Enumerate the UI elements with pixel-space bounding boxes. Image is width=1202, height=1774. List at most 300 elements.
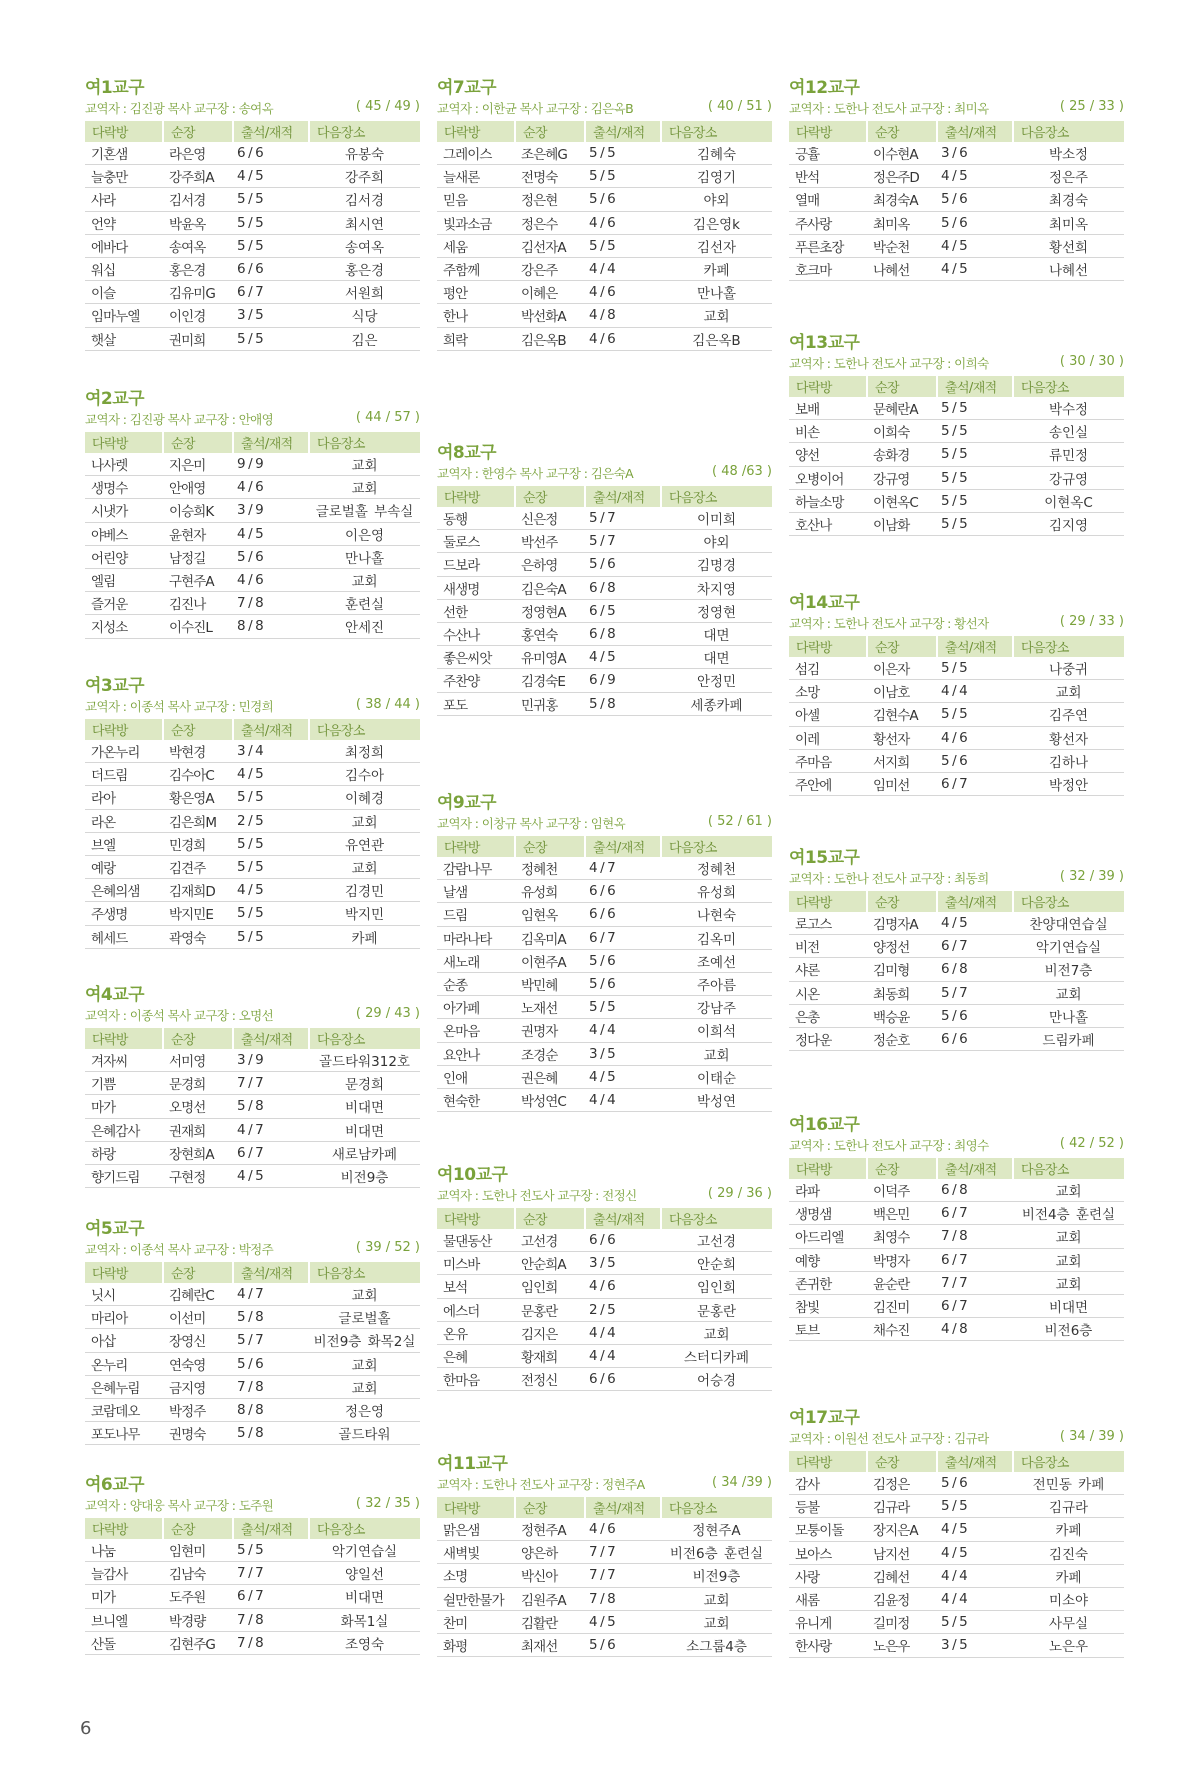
header-group: 다락방 [85, 1262, 163, 1283]
cell-next-place: 안세진 [309, 615, 420, 638]
cell-leader: 김활란 [515, 1610, 585, 1633]
cell-attendance: 6 / 7 [585, 926, 661, 949]
cell-attendance: 4 / 4 [585, 1321, 661, 1344]
cell-next-place: 유봉숙 [309, 142, 420, 165]
cell-next-place: 글로벌홀 부속실 [309, 499, 420, 522]
cell-next-place: 악기연습실 [1013, 935, 1124, 958]
cell-group: 마리아 [85, 1306, 163, 1329]
table-row [85, 1072, 420, 1095]
section-subtitle [85, 410, 420, 430]
cell-leader: 박순천 [867, 234, 937, 257]
cell-group: 아가페 [437, 996, 515, 1019]
section-count: ( 34 / 39 ) [1059, 1429, 1124, 1444]
cell-leader: 김수아C [163, 763, 233, 786]
cell-attendance: 6 / 6 [585, 903, 661, 926]
section-staff: 교역자 : 김진광 목사 교구장 : 안애영 [85, 412, 274, 427]
cell-group: 브니엘 [85, 1608, 163, 1631]
cell-group: 오병이어 [789, 466, 867, 489]
cell-group: 존귀한 [789, 1271, 867, 1294]
table-row [789, 188, 1124, 211]
cell-leader: 강은주 [515, 257, 585, 280]
cell-attendance: 5 / 5 [233, 832, 309, 855]
cell-attendance: 5 / 5 [233, 855, 309, 878]
cell-group: 순종 [437, 972, 515, 995]
table-row [437, 857, 772, 880]
table-row [437, 1088, 772, 1111]
header-attendance: 출석/재적 [233, 1518, 309, 1539]
cell-next-place: 교회 [661, 1610, 772, 1633]
cell-next-place: 조예선 [661, 949, 772, 972]
header-attendance: 출석/재적 [937, 121, 1013, 142]
cell-attendance: 5 / 7 [233, 1329, 309, 1352]
table-row [789, 1202, 1124, 1225]
cell-group: 나눔 [85, 1539, 163, 1562]
section-subtitle [437, 464, 772, 484]
cell-next-place: 교회 [661, 304, 772, 327]
section-table [85, 719, 420, 949]
cell-group: 감람나무 [437, 857, 515, 880]
cell-leader: 임현미 [163, 1539, 233, 1562]
cell-group: 현숙한 [437, 1088, 515, 1111]
table-row [85, 327, 420, 350]
cell-leader: 고선경 [515, 1229, 585, 1252]
cell-leader: 서지희 [867, 749, 937, 772]
table-row [789, 1634, 1124, 1657]
cell-attendance: 4 / 5 [233, 763, 309, 786]
cell-group: 미스바 [437, 1252, 515, 1275]
section-table [789, 121, 1124, 281]
cell-group: 온누리 [85, 1352, 163, 1375]
cell-leader: 김혜선 [867, 1564, 937, 1587]
table-row [789, 420, 1124, 443]
cell-group: 샤론 [789, 958, 867, 981]
cell-leader: 남지선 [867, 1541, 937, 1564]
header-group: 다락방 [789, 376, 867, 397]
header-leader: 순장 [515, 836, 585, 857]
section-title: 여8교구 [437, 443, 497, 463]
table-row [437, 1518, 772, 1541]
cell-attendance: 5 / 8 [233, 1422, 309, 1445]
cell-leader: 정혜천 [515, 857, 585, 880]
section-table [437, 121, 772, 351]
cell-attendance: 2 / 5 [585, 1298, 661, 1321]
header-leader: 순장 [163, 1518, 233, 1539]
cell-attendance: 4 / 7 [233, 1118, 309, 1141]
header-leader: 순장 [515, 486, 585, 507]
cell-leader: 서미영 [163, 1049, 233, 1072]
section-subtitle [437, 99, 772, 119]
table-row [437, 1564, 772, 1587]
table-row [437, 165, 772, 188]
cell-attendance: 5 / 5 [585, 996, 661, 1019]
cell-group: 늘감사 [85, 1562, 163, 1585]
cell-leader: 박선주 [515, 530, 585, 553]
table-row [85, 568, 420, 591]
section-subtitle [85, 1496, 420, 1516]
cell-leader: 이승희K [163, 499, 233, 522]
cell-attendance: 5 / 5 [937, 1611, 1013, 1634]
cell-attendance: 4 / 5 [585, 1610, 661, 1633]
cell-leader: 이희숙 [867, 420, 937, 443]
cell-leader: 민경희 [163, 832, 233, 855]
cell-leader: 김유미G [163, 281, 233, 304]
table-row [85, 476, 420, 499]
cell-leader: 노재선 [515, 996, 585, 1019]
section-subtitle [789, 1429, 1124, 1449]
cell-leader: 백승윤 [867, 1004, 937, 1027]
cell-leader: 길미정 [867, 1611, 937, 1634]
table-row [789, 1472, 1124, 1495]
cell-leader: 구현정 [163, 1164, 233, 1187]
cell-leader: 김옥미A [515, 926, 585, 949]
cell-group: 시온 [789, 981, 867, 1004]
cell-next-place: 황선희 [1013, 234, 1124, 257]
cell-group: 반석 [789, 165, 867, 188]
cell-next-place: 김선자 [661, 234, 772, 257]
cell-attendance: 6 / 7 [937, 1248, 1013, 1271]
cell-leader: 김윤정 [867, 1587, 937, 1610]
cell-attendance: 5 / 6 [585, 553, 661, 576]
cell-leader: 이혜은 [515, 281, 585, 304]
cell-attendance: 4 / 6 [585, 1518, 661, 1541]
cell-group: 은혜 [437, 1344, 515, 1367]
cell-next-place: 카페 [661, 257, 772, 280]
cell-attendance: 4 / 4 [585, 1019, 661, 1042]
table-row [437, 1298, 772, 1321]
cell-group: 새롬 [789, 1587, 867, 1610]
header-leader: 순장 [867, 376, 937, 397]
cell-leader: 김규라 [867, 1495, 937, 1518]
section-staff: 교역자 : 이종석 목사 교구장 : 박정주 [85, 1242, 274, 1257]
cell-leader: 지은미 [163, 453, 233, 476]
cell-leader: 김지은 [515, 1321, 585, 1344]
cell-group: 하랑 [85, 1141, 163, 1164]
table-row [789, 657, 1124, 680]
section-count: ( 25 / 33 ) [1059, 99, 1124, 114]
table-row [789, 703, 1124, 726]
cell-group: 늘새론 [437, 165, 515, 188]
header-group: 다락방 [789, 1451, 867, 1472]
cell-leader: 박현경 [163, 740, 233, 763]
cell-leader: 금지영 [163, 1375, 233, 1398]
header-attendance: 출석/재적 [585, 1497, 661, 1518]
header-next-place: 다음장소 [1013, 1158, 1124, 1179]
section-staff: 교역자 : 도한나 전도사 교구장 : 황선자 [789, 616, 989, 631]
cell-leader: 임현옥 [515, 903, 585, 926]
cell-group: 마가 [85, 1095, 163, 1118]
cell-leader: 김현수A [867, 703, 937, 726]
table-row [437, 188, 772, 211]
cell-attendance: 7 / 7 [233, 1072, 309, 1095]
cell-group: 참빛 [789, 1294, 867, 1317]
cell-attendance: 5 / 6 [937, 211, 1013, 234]
table-row [789, 1564, 1124, 1587]
cell-group: 그레이스 [437, 142, 515, 165]
cell-leader: 최동희 [867, 981, 937, 1004]
header-next-place: 다음장소 [309, 719, 420, 740]
cell-group: 야베스 [85, 522, 163, 545]
cell-attendance: 4 / 6 [585, 327, 661, 350]
table-row [85, 1422, 420, 1445]
cell-attendance: 5 / 5 [233, 902, 309, 925]
cell-next-place: 강주희 [309, 165, 420, 188]
cell-leader: 김서경 [163, 188, 233, 211]
cell-leader: 김진나 [163, 592, 233, 615]
section-title: 여16교구 [789, 1115, 860, 1135]
section-subtitle [789, 354, 1124, 374]
section-table [789, 1451, 1124, 1658]
cell-next-place: 골드타워 [309, 1422, 420, 1445]
cell-leader: 권은혜 [515, 1065, 585, 1088]
table-row [789, 234, 1124, 257]
table-row [85, 1352, 420, 1375]
table-row [437, 996, 772, 1019]
table-row [437, 1368, 772, 1391]
cell-attendance: 7 / 8 [937, 1225, 1013, 1248]
cell-group: 온유 [437, 1321, 515, 1344]
table-row [85, 499, 420, 522]
cell-attendance: 5 / 5 [937, 657, 1013, 680]
cell-next-place: 김명경 [661, 553, 772, 576]
section-table [85, 121, 420, 351]
section-subtitle [789, 614, 1124, 634]
cell-leader: 박민혜 [515, 972, 585, 995]
cell-next-place: 비전9층 [309, 1164, 420, 1187]
table-row [85, 1095, 420, 1118]
cell-group: 아셀 [789, 703, 867, 726]
table-row [789, 1027, 1124, 1050]
header-next-place: 다음장소 [309, 1262, 420, 1283]
cell-group: 양선 [789, 443, 867, 466]
section-count: ( 32 / 39 ) [1059, 869, 1124, 884]
cell-leader: 박정주 [163, 1398, 233, 1421]
section-table [85, 1028, 420, 1188]
cell-group: 생명수 [85, 476, 163, 499]
header-group: 다락방 [85, 121, 163, 142]
cell-leader: 박경량 [163, 1608, 233, 1631]
cell-attendance: 5 / 6 [585, 949, 661, 972]
cell-attendance: 4 / 6 [233, 476, 309, 499]
cell-group: 겨자씨 [85, 1049, 163, 1072]
cell-attendance: 4 / 5 [233, 1164, 309, 1187]
cell-leader: 구현주A [163, 568, 233, 591]
cell-group: 주안에 [789, 772, 867, 795]
header-leader: 순장 [163, 719, 233, 740]
cell-group: 하늘소망 [789, 489, 867, 512]
cell-leader: 정영현A [515, 599, 585, 622]
header-attendance: 출석/재적 [937, 376, 1013, 397]
cell-attendance: 5 / 8 [233, 1095, 309, 1118]
header-next-place: 다음장소 [1013, 1451, 1124, 1472]
cell-group: 코람데오 [85, 1398, 163, 1421]
cell-leader: 유성희 [515, 880, 585, 903]
cell-attendance: 5 / 6 [937, 1004, 1013, 1027]
cell-next-place: 주아름 [661, 972, 772, 995]
cell-leader: 곽영숙 [163, 925, 233, 948]
cell-leader: 윤순란 [867, 1271, 937, 1294]
table-row [789, 1004, 1124, 1027]
cell-attendance: 5 / 5 [233, 211, 309, 234]
header-group: 다락방 [437, 121, 515, 142]
header-next-place: 다음장소 [309, 1028, 420, 1049]
table-row [437, 553, 772, 576]
section-staff: 교역자 : 이원선 전도사 교구장 : 김규라 [789, 1431, 989, 1446]
table-row [437, 234, 772, 257]
cell-leader: 정순호 [867, 1027, 937, 1050]
cell-attendance: 5 / 6 [585, 1633, 661, 1656]
section-title: 여1교구 [85, 78, 145, 98]
table-header-row [85, 121, 420, 142]
table-row [85, 257, 420, 280]
cell-attendance: 7 / 8 [233, 1375, 309, 1398]
cell-leader: 채수진 [867, 1318, 937, 1341]
section-subtitle [85, 697, 420, 717]
section-table [437, 1497, 772, 1657]
cell-attendance: 6 / 8 [937, 1179, 1013, 1202]
table-row [437, 1065, 772, 1088]
cell-next-place: 최미옥 [1013, 211, 1124, 234]
cell-attendance: 8 / 8 [233, 615, 309, 638]
table-row [85, 1141, 420, 1164]
table-row [437, 507, 772, 530]
section-table [437, 1208, 772, 1391]
cell-leader: 이남호 [867, 680, 937, 703]
section-subtitle [437, 1186, 772, 1206]
cell-next-place: 박수정 [1013, 397, 1124, 420]
cell-group: 가온누리 [85, 740, 163, 763]
cell-leader: 김재희D [163, 879, 233, 902]
cell-attendance: 5 / 6 [585, 188, 661, 211]
cell-attendance: 4 / 8 [937, 1318, 1013, 1341]
table-row [85, 1283, 420, 1306]
table-header-row [789, 636, 1124, 657]
cell-leader: 장현희A [163, 1141, 233, 1164]
table-row [437, 1587, 772, 1610]
table-row [789, 1294, 1124, 1317]
cell-next-place: 나중귀 [1013, 657, 1124, 680]
cell-next-place: 교회 [309, 476, 420, 499]
table-row [85, 740, 420, 763]
table-row [789, 466, 1124, 489]
table-row [437, 972, 772, 995]
header-next-place: 다음장소 [1013, 376, 1124, 397]
cell-attendance: 5 / 6 [233, 545, 309, 568]
cell-leader: 이현옥C [867, 489, 937, 512]
header-attendance: 출석/재적 [937, 891, 1013, 912]
cell-attendance: 4 / 4 [937, 1587, 1013, 1610]
cell-attendance: 6 / 8 [937, 958, 1013, 981]
cell-next-place: 전민동 카페 [1013, 1472, 1124, 1495]
cell-attendance: 3 / 6 [937, 142, 1013, 165]
cell-next-place: 홍은경 [309, 257, 420, 280]
cell-next-place: 문경희 [309, 1072, 420, 1095]
cell-next-place: 고선경 [661, 1229, 772, 1252]
header-next-place: 다음장소 [309, 121, 420, 142]
cell-next-place: 교회 [1013, 1225, 1124, 1248]
cell-attendance: 4 / 5 [233, 522, 309, 545]
cell-attendance: 4 / 6 [585, 211, 661, 234]
cell-group: 맑은샘 [437, 1518, 515, 1541]
table-row [85, 1329, 420, 1352]
table-row [85, 142, 420, 165]
table-row [789, 1271, 1124, 1294]
section-title: 여13교구 [789, 333, 860, 353]
cell-next-place: 비전4층 훈련실 [1013, 1202, 1124, 1225]
cell-leader: 연숙영 [163, 1352, 233, 1375]
cell-group: 주사랑 [789, 211, 867, 234]
cell-next-place: 교회 [309, 1352, 420, 1375]
cell-next-place: 김주연 [1013, 703, 1124, 726]
header-attendance: 출석/재적 [585, 121, 661, 142]
cell-group: 나사렛 [85, 453, 163, 476]
table-row [789, 397, 1124, 420]
cell-group: 유니게 [789, 1611, 867, 1634]
cell-leader: 이수현A [867, 142, 937, 165]
cell-group: 비전 [789, 935, 867, 958]
cell-next-place: 황선자 [1013, 726, 1124, 749]
cell-group: 은혜의샘 [85, 879, 163, 902]
cell-leader: 최경숙A [867, 188, 937, 211]
cell-leader: 박선화A [515, 304, 585, 327]
table-row [85, 879, 420, 902]
table-header-row [789, 1158, 1124, 1179]
cell-next-place: 송인실 [1013, 420, 1124, 443]
cell-leader: 박윤옥 [163, 211, 233, 234]
section-title: 여2교구 [85, 389, 145, 409]
header-leader: 순장 [163, 1262, 233, 1283]
cell-next-place: 미소야 [1013, 1587, 1124, 1610]
table-row [85, 1164, 420, 1187]
cell-next-place: 박소정 [1013, 142, 1124, 165]
cell-next-place: 정혜천 [661, 857, 772, 880]
cell-leader: 김정은 [867, 1472, 937, 1495]
table-row [437, 926, 772, 949]
cell-group: 아드리엘 [789, 1225, 867, 1248]
cell-next-place: 김은옥B [661, 327, 772, 350]
cell-leader: 김선자A [515, 234, 585, 257]
cell-attendance: 3 / 4 [233, 740, 309, 763]
header-group: 다락방 [85, 432, 163, 453]
section-table [437, 486, 772, 716]
table-row [789, 1541, 1124, 1564]
cell-next-place: 카페 [1013, 1518, 1124, 1541]
cell-group: 은혜감사 [85, 1118, 163, 1141]
cell-attendance: 5 / 5 [937, 1495, 1013, 1518]
table-row [85, 211, 420, 234]
table-row [789, 1248, 1124, 1271]
cell-group: 닛시 [85, 1283, 163, 1306]
cell-attendance: 5 / 5 [233, 786, 309, 809]
cell-attendance: 5 / 7 [585, 530, 661, 553]
table-row [437, 903, 772, 926]
cell-next-place: 서원희 [309, 281, 420, 304]
cell-group: 호산나 [789, 512, 867, 535]
cell-group: 어린양 [85, 545, 163, 568]
cell-group: 푸른초장 [789, 234, 867, 257]
cell-next-place: 글로벌홀 [309, 1306, 420, 1329]
cell-next-place: 유성희 [661, 880, 772, 903]
cell-attendance: 5 / 5 [233, 925, 309, 948]
cell-leader: 이덕주 [867, 1179, 937, 1202]
section-staff: 교역자 : 도한나 전도사 교구장 : 최미옥 [789, 101, 989, 116]
section-subtitle [85, 1240, 420, 1260]
section-table [789, 636, 1124, 796]
header-next-place: 다음장소 [661, 121, 772, 142]
table-row [789, 772, 1124, 795]
table-row [85, 545, 420, 568]
cell-attendance: 5 / 5 [233, 1539, 309, 1562]
cell-group: 감사 [789, 1472, 867, 1495]
